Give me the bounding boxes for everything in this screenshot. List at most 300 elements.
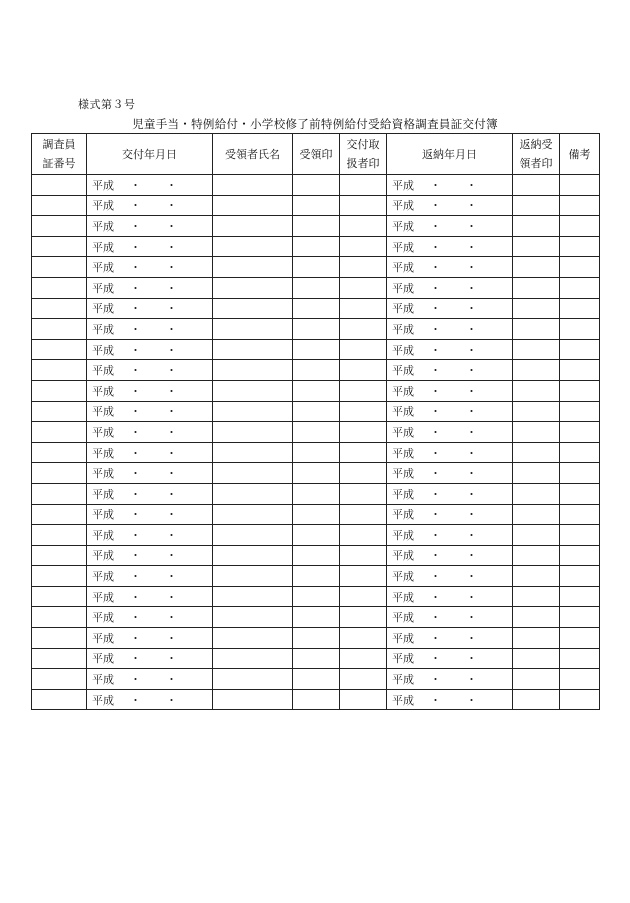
- remarks-cell[interactable]: [560, 175, 600, 196]
- remarks-cell[interactable]: [560, 586, 600, 607]
- receipt-seal-cell[interactable]: [293, 607, 340, 628]
- date-separator: ・: [166, 652, 177, 666]
- return-date-cell[interactable]: [387, 319, 513, 340]
- remarks-cell[interactable]: [560, 401, 600, 422]
- issue-date-cell[interactable]: [87, 195, 213, 216]
- return-date-cell[interactable]: [387, 689, 513, 710]
- remarks-cell[interactable]: [560, 648, 600, 669]
- issue-date-cell[interactable]: [87, 175, 213, 196]
- receipt-seal-cell[interactable]: [293, 689, 340, 710]
- issue-date-cell[interactable]: [87, 236, 213, 257]
- recipient-name-cell[interactable]: [213, 401, 293, 422]
- handler-seal-cell[interactable]: [340, 401, 387, 422]
- receipt-seal-cell[interactable]: [293, 566, 340, 587]
- table-row: [32, 277, 600, 298]
- return-seal-cell[interactable]: [513, 669, 560, 690]
- return-seal-cell[interactable]: [513, 236, 560, 257]
- date-separator: ・: [130, 487, 141, 501]
- date-separator: ・: [166, 508, 177, 522]
- header-receipt-seal: 受領印: [293, 134, 340, 175]
- recipient-name-cell[interactable]: [213, 628, 293, 649]
- recipient-name-cell[interactable]: [213, 195, 293, 216]
- return-date-cell[interactable]: [387, 380, 513, 401]
- receipt-seal-cell[interactable]: [293, 442, 340, 463]
- receipt-seal-cell[interactable]: [293, 545, 340, 566]
- date-separator: ・: [166, 219, 177, 233]
- issue-date-cell[interactable]: [87, 586, 213, 607]
- cert-number-cell[interactable]: [32, 339, 87, 360]
- receipt-seal-cell[interactable]: [293, 319, 340, 340]
- date-separator: ・: [166, 281, 177, 295]
- date-separator: ・: [430, 240, 441, 254]
- cert-number-cell[interactable]: [32, 525, 87, 546]
- ledger-body: [32, 175, 600, 710]
- table-row: [32, 628, 600, 649]
- date-separator: ・: [466, 467, 477, 481]
- era-label: 平成: [92, 652, 114, 666]
- handler-seal-cell[interactable]: [340, 669, 387, 690]
- issue-date-cell[interactable]: [87, 566, 213, 587]
- return-date-cell[interactable]: [387, 339, 513, 360]
- remarks-cell[interactable]: [560, 195, 600, 216]
- remarks-cell[interactable]: [560, 442, 600, 463]
- return-date-cell[interactable]: [387, 586, 513, 607]
- cert-number-cell[interactable]: [32, 607, 87, 628]
- era-label: 平成: [92, 467, 114, 481]
- date-separator: ・: [466, 364, 477, 378]
- date-separator: ・: [130, 178, 141, 192]
- return-seal-cell[interactable]: [513, 483, 560, 504]
- cert-number-cell[interactable]: [32, 586, 87, 607]
- return-date-cell[interactable]: [387, 463, 513, 484]
- handler-seal-cell[interactable]: [340, 504, 387, 525]
- receipt-seal-cell[interactable]: [293, 586, 340, 607]
- return-seal-cell[interactable]: [513, 339, 560, 360]
- return-date-cell[interactable]: [387, 442, 513, 463]
- issue-date-cell[interactable]: [87, 380, 213, 401]
- issue-date-cell[interactable]: [87, 607, 213, 628]
- date-separator: ・: [130, 302, 141, 316]
- cert-number-cell[interactable]: [32, 175, 87, 196]
- table-row: [32, 339, 600, 360]
- handler-seal-cell[interactable]: [340, 483, 387, 504]
- cert-number-cell[interactable]: [32, 545, 87, 566]
- date-separator: ・: [430, 384, 441, 398]
- handler-seal-cell[interactable]: [340, 277, 387, 298]
- remarks-cell[interactable]: [560, 628, 600, 649]
- remarks-cell[interactable]: [560, 689, 600, 710]
- cert-number-cell[interactable]: [32, 463, 87, 484]
- date-separator: ・: [466, 281, 477, 295]
- date-separator: ・: [166, 528, 177, 542]
- return-seal-cell[interactable]: [513, 216, 560, 237]
- table-row: [32, 442, 600, 463]
- remarks-cell[interactable]: [560, 257, 600, 278]
- recipient-name-cell[interactable]: [213, 607, 293, 628]
- cert-number-cell[interactable]: [32, 380, 87, 401]
- issue-date-cell[interactable]: [87, 648, 213, 669]
- era-label: 平成: [92, 219, 114, 233]
- era-label: 平成: [392, 199, 414, 213]
- receipt-seal-cell[interactable]: [293, 401, 340, 422]
- date-separator: ・: [466, 446, 477, 460]
- handler-seal-cell[interactable]: [340, 525, 387, 546]
- recipient-name-cell[interactable]: [213, 236, 293, 257]
- date-separator: ・: [466, 199, 477, 213]
- date-separator: ・: [466, 611, 477, 625]
- handler-seal-cell[interactable]: [340, 236, 387, 257]
- remarks-cell[interactable]: [560, 504, 600, 525]
- recipient-name-cell[interactable]: [213, 216, 293, 237]
- return-seal-cell[interactable]: [513, 422, 560, 443]
- date-separator: ・: [166, 364, 177, 378]
- date-separator: ・: [166, 343, 177, 357]
- recipient-name-cell[interactable]: [213, 545, 293, 566]
- cert-number-cell[interactable]: [32, 236, 87, 257]
- era-label: 平成: [92, 384, 114, 398]
- issue-date-cell[interactable]: [87, 360, 213, 381]
- return-seal-cell[interactable]: [513, 648, 560, 669]
- recipient-name-cell[interactable]: [213, 175, 293, 196]
- receipt-seal-cell[interactable]: [293, 236, 340, 257]
- table-row: [32, 257, 600, 278]
- issue-date-cell[interactable]: [87, 319, 213, 340]
- issue-date-cell[interactable]: [87, 545, 213, 566]
- issue-date-cell[interactable]: [87, 483, 213, 504]
- receipt-seal-cell[interactable]: [293, 298, 340, 319]
- issue-date-cell[interactable]: [87, 298, 213, 319]
- recipient-name-cell[interactable]: [213, 566, 293, 587]
- cert-number-cell[interactable]: [32, 689, 87, 710]
- cert-number-cell[interactable]: [32, 360, 87, 381]
- return-seal-cell[interactable]: [513, 566, 560, 587]
- return-seal-cell[interactable]: [513, 607, 560, 628]
- receipt-seal-cell[interactable]: [293, 648, 340, 669]
- remarks-cell[interactable]: [560, 319, 600, 340]
- cert-number-cell[interactable]: [32, 628, 87, 649]
- issue-date-cell[interactable]: [87, 525, 213, 546]
- remarks-cell[interactable]: [560, 545, 600, 566]
- return-date-cell[interactable]: [387, 525, 513, 546]
- recipient-name-cell[interactable]: [213, 339, 293, 360]
- date-separator: ・: [166, 570, 177, 584]
- handler-seal-cell[interactable]: [340, 442, 387, 463]
- cert-number-cell[interactable]: [32, 319, 87, 340]
- date-separator: ・: [166, 425, 177, 439]
- remarks-cell[interactable]: [560, 216, 600, 237]
- recipient-name-cell[interactable]: [213, 277, 293, 298]
- handler-seal-cell[interactable]: [340, 463, 387, 484]
- recipient-name-cell[interactable]: [213, 360, 293, 381]
- table-row: [32, 689, 600, 710]
- handler-seal-cell[interactable]: [340, 607, 387, 628]
- issue-date-cell[interactable]: [87, 401, 213, 422]
- return-date-cell[interactable]: [387, 277, 513, 298]
- cert-number-cell[interactable]: [32, 483, 87, 504]
- handler-seal-cell[interactable]: [340, 360, 387, 381]
- cert-number-cell[interactable]: [32, 566, 87, 587]
- handler-seal-cell[interactable]: [340, 566, 387, 587]
- handler-seal-cell[interactable]: [340, 257, 387, 278]
- date-separator: ・: [430, 487, 441, 501]
- form-title: 児童手当・特例給付・小学校修了前特例給付受給資格調査員証交付簿: [132, 117, 498, 131]
- date-separator: ・: [166, 178, 177, 192]
- cert-number-cell[interactable]: [32, 648, 87, 669]
- date-separator: ・: [166, 673, 177, 687]
- era-label: 平成: [92, 425, 114, 439]
- table-row: [32, 401, 600, 422]
- date-separator: ・: [130, 322, 141, 336]
- return-date-cell[interactable]: [387, 298, 513, 319]
- recipient-name-cell[interactable]: [213, 257, 293, 278]
- recipient-name-cell[interactable]: [213, 504, 293, 525]
- receipt-seal-cell[interactable]: [293, 195, 340, 216]
- receipt-seal-cell[interactable]: [293, 483, 340, 504]
- date-separator: ・: [166, 405, 177, 419]
- handler-seal-cell[interactable]: [340, 380, 387, 401]
- recipient-name-cell[interactable]: [213, 422, 293, 443]
- era-label: 平成: [392, 364, 414, 378]
- date-separator: ・: [430, 343, 441, 357]
- remarks-cell[interactable]: [560, 360, 600, 381]
- issue-date-cell[interactable]: [87, 257, 213, 278]
- table-row: [32, 566, 600, 587]
- return-seal-cell[interactable]: [513, 545, 560, 566]
- return-seal-cell[interactable]: [513, 463, 560, 484]
- return-seal-cell[interactable]: [513, 442, 560, 463]
- date-separator: ・: [166, 240, 177, 254]
- return-date-cell[interactable]: [387, 216, 513, 237]
- return-seal-cell[interactable]: [513, 380, 560, 401]
- return-date-cell[interactable]: [387, 195, 513, 216]
- issue-date-cell[interactable]: [87, 504, 213, 525]
- receipt-seal-cell[interactable]: [293, 422, 340, 443]
- handler-seal-cell[interactable]: [340, 422, 387, 443]
- date-separator: ・: [466, 322, 477, 336]
- era-label: 平成: [92, 302, 114, 316]
- date-separator: ・: [466, 487, 477, 501]
- return-date-cell[interactable]: [387, 566, 513, 587]
- date-separator: ・: [430, 549, 441, 563]
- return-seal-cell[interactable]: [513, 628, 560, 649]
- recipient-name-cell[interactable]: [213, 442, 293, 463]
- handler-seal-cell[interactable]: [340, 195, 387, 216]
- recipient-name-cell[interactable]: [213, 669, 293, 690]
- return-date-cell[interactable]: [387, 607, 513, 628]
- remarks-cell[interactable]: [560, 236, 600, 257]
- date-separator: ・: [430, 261, 441, 275]
- return-seal-cell[interactable]: [513, 277, 560, 298]
- issue-date-cell[interactable]: [87, 628, 213, 649]
- return-seal-cell[interactable]: [513, 195, 560, 216]
- table-row: [32, 216, 600, 237]
- handler-seal-cell[interactable]: [340, 689, 387, 710]
- return-date-cell[interactable]: [387, 504, 513, 525]
- recipient-name-cell[interactable]: [213, 483, 293, 504]
- table-row: [32, 175, 600, 196]
- date-separator: ・: [466, 631, 477, 645]
- era-label: 平成: [92, 322, 114, 336]
- receipt-seal-cell[interactable]: [293, 216, 340, 237]
- issuance-ledger-table: [31, 133, 600, 710]
- handler-seal-cell[interactable]: [340, 648, 387, 669]
- return-date-cell[interactable]: [387, 483, 513, 504]
- date-separator: ・: [430, 590, 441, 604]
- date-separator: ・: [466, 219, 477, 233]
- remarks-cell[interactable]: [560, 463, 600, 484]
- return-date-cell[interactable]: [387, 648, 513, 669]
- era-label: 平成: [392, 343, 414, 357]
- era-label: 平成: [392, 302, 414, 316]
- date-separator: ・: [130, 590, 141, 604]
- handler-seal-cell[interactable]: [340, 298, 387, 319]
- return-date-cell[interactable]: [387, 401, 513, 422]
- date-separator: ・: [130, 467, 141, 481]
- date-separator: ・: [130, 425, 141, 439]
- table-row: [32, 483, 600, 504]
- handler-seal-cell[interactable]: [340, 319, 387, 340]
- cert-number-cell[interactable]: [32, 422, 87, 443]
- recipient-name-cell[interactable]: [213, 586, 293, 607]
- date-separator: ・: [430, 281, 441, 295]
- return-seal-cell[interactable]: [513, 360, 560, 381]
- cert-number-cell[interactable]: [32, 298, 87, 319]
- recipient-name-cell[interactable]: [213, 298, 293, 319]
- date-separator: ・: [130, 673, 141, 687]
- recipient-name-cell[interactable]: [213, 689, 293, 710]
- issue-date-cell[interactable]: [87, 689, 213, 710]
- date-separator: ・: [466, 384, 477, 398]
- return-seal-cell[interactable]: [513, 525, 560, 546]
- date-separator: ・: [430, 508, 441, 522]
- date-separator: ・: [430, 631, 441, 645]
- issue-date-cell[interactable]: [87, 422, 213, 443]
- handler-seal-cell[interactable]: [340, 628, 387, 649]
- recipient-name-cell[interactable]: [213, 463, 293, 484]
- date-separator: ・: [430, 467, 441, 481]
- cert-number-cell[interactable]: [32, 669, 87, 690]
- handler-seal-cell[interactable]: [340, 545, 387, 566]
- return-date-cell[interactable]: [387, 545, 513, 566]
- date-separator: ・: [130, 508, 141, 522]
- receipt-seal-cell[interactable]: [293, 380, 340, 401]
- cert-number-cell[interactable]: [32, 277, 87, 298]
- era-label: 平成: [392, 281, 414, 295]
- date-separator: ・: [466, 405, 477, 419]
- receipt-seal-cell[interactable]: [293, 628, 340, 649]
- date-separator: ・: [466, 425, 477, 439]
- handler-seal-cell[interactable]: [340, 216, 387, 237]
- receipt-seal-cell[interactable]: [293, 277, 340, 298]
- remarks-cell[interactable]: [560, 566, 600, 587]
- remarks-cell[interactable]: [560, 339, 600, 360]
- era-label: 平成: [392, 487, 414, 501]
- cert-number-cell[interactable]: [32, 504, 87, 525]
- era-label: 平成: [92, 528, 114, 542]
- date-separator: ・: [430, 219, 441, 233]
- receipt-seal-cell[interactable]: [293, 339, 340, 360]
- era-label: 平成: [392, 425, 414, 439]
- return-seal-cell[interactable]: [513, 298, 560, 319]
- date-separator: ・: [166, 446, 177, 460]
- issue-date-cell[interactable]: [87, 442, 213, 463]
- return-seal-cell[interactable]: [513, 319, 560, 340]
- cert-number-cell[interactable]: [32, 195, 87, 216]
- return-seal-cell[interactable]: [513, 504, 560, 525]
- cert-number-cell[interactable]: [32, 257, 87, 278]
- return-date-cell[interactable]: [387, 175, 513, 196]
- date-separator: ・: [166, 199, 177, 213]
- cert-number-cell[interactable]: [32, 216, 87, 237]
- receipt-seal-cell[interactable]: [293, 669, 340, 690]
- remarks-cell[interactable]: [560, 607, 600, 628]
- issue-date-cell[interactable]: [87, 669, 213, 690]
- cert-number-cell[interactable]: [32, 401, 87, 422]
- issue-date-cell[interactable]: [87, 339, 213, 360]
- table-row: [32, 195, 600, 216]
- era-label: 平成: [92, 446, 114, 460]
- date-separator: ・: [130, 281, 141, 295]
- date-separator: ・: [166, 261, 177, 275]
- date-separator: ・: [130, 611, 141, 625]
- receipt-seal-cell[interactable]: [293, 463, 340, 484]
- return-seal-cell[interactable]: [513, 401, 560, 422]
- issue-date-cell[interactable]: [87, 216, 213, 237]
- issue-date-cell[interactable]: [87, 463, 213, 484]
- recipient-name-cell[interactable]: [213, 319, 293, 340]
- return-date-cell[interactable]: [387, 669, 513, 690]
- return-date-cell[interactable]: [387, 236, 513, 257]
- remarks-cell[interactable]: [560, 483, 600, 504]
- recipient-name-cell[interactable]: [213, 648, 293, 669]
- return-seal-cell[interactable]: [513, 689, 560, 710]
- handler-seal-cell[interactable]: [340, 339, 387, 360]
- return-date-cell[interactable]: [387, 628, 513, 649]
- table-row: [32, 422, 600, 443]
- return-seal-cell[interactable]: [513, 586, 560, 607]
- receipt-seal-cell[interactable]: [293, 504, 340, 525]
- remarks-cell[interactable]: [560, 277, 600, 298]
- remarks-cell[interactable]: [560, 298, 600, 319]
- date-separator: ・: [430, 178, 441, 192]
- issue-date-cell[interactable]: [87, 277, 213, 298]
- cert-number-cell[interactable]: [32, 442, 87, 463]
- remarks-cell[interactable]: [560, 380, 600, 401]
- date-separator: ・: [430, 446, 441, 460]
- return-date-cell[interactable]: [387, 360, 513, 381]
- remarks-cell[interactable]: [560, 422, 600, 443]
- return-date-cell[interactable]: [387, 257, 513, 278]
- era-label: 平成: [392, 590, 414, 604]
- era-label: 平成: [92, 405, 114, 419]
- header-recipient-name: 受領者氏名: [213, 134, 293, 175]
- remarks-cell[interactable]: [560, 525, 600, 546]
- receipt-seal-cell[interactable]: [293, 525, 340, 546]
- recipient-name-cell[interactable]: [213, 380, 293, 401]
- receipt-seal-cell[interactable]: [293, 360, 340, 381]
- return-seal-cell[interactable]: [513, 257, 560, 278]
- receipt-seal-cell[interactable]: [293, 175, 340, 196]
- return-seal-cell[interactable]: [513, 175, 560, 196]
- recipient-name-cell[interactable]: [213, 525, 293, 546]
- date-separator: ・: [430, 528, 441, 542]
- receipt-seal-cell[interactable]: [293, 257, 340, 278]
- handler-seal-cell[interactable]: [340, 586, 387, 607]
- handler-seal-cell[interactable]: [340, 175, 387, 196]
- remarks-cell[interactable]: [560, 669, 600, 690]
- return-date-cell[interactable]: [387, 422, 513, 443]
- date-separator: ・: [166, 693, 177, 707]
